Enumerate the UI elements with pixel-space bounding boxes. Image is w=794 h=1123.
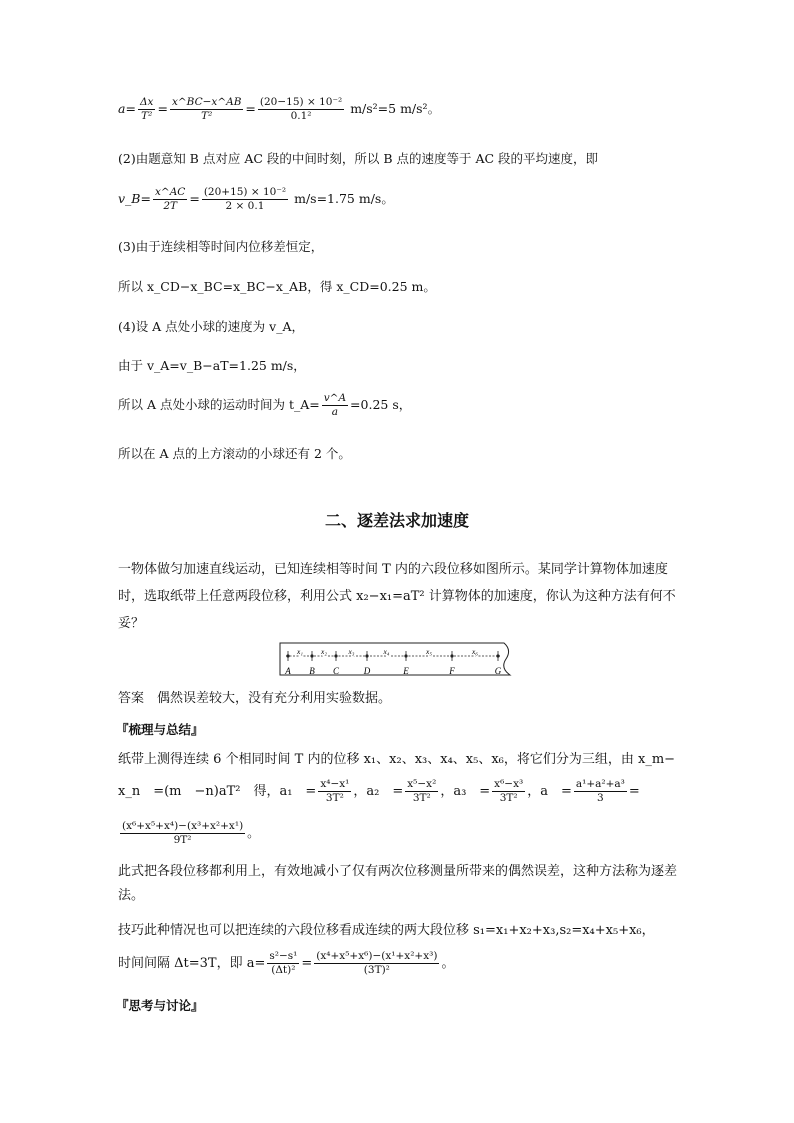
section-title: 二、逐差法求加速度 (324, 511, 469, 530)
equals: = (628, 784, 640, 799)
denominator: 2T (163, 200, 177, 212)
tape-point-label: C (332, 666, 340, 676)
numerator: Δx (139, 96, 154, 108)
denominator: T² (201, 110, 213, 122)
tape-point-label: A (285, 666, 291, 676)
summary-line-2 (118, 778, 640, 805)
fraction (153, 186, 187, 213)
fraction (405, 778, 438, 805)
solution-line-7: 由于 v_A=v_B−aT=1.25 m/s， (118, 358, 306, 373)
denominator: 2 × 0.1 (225, 200, 265, 212)
fraction (574, 778, 627, 805)
tape-segment-label: x₆ (472, 647, 478, 656)
denominator: (3T)² (363, 964, 390, 976)
numerator: x^BC−x^AB (171, 96, 242, 108)
equals: = (245, 101, 256, 116)
tape-segment-label: x₅ (426, 647, 432, 656)
equals: = (189, 191, 200, 206)
summary-paragraph-2: 此式把各段位移都利用上，有效地减小了仅有两次位移测量所带来的偶然误差，这种方法称为逐差法。 (118, 864, 678, 903)
denominator: 9T² (173, 834, 192, 846)
ticker-tape-diagram (278, 640, 514, 678)
numerator: (20−15) × 10⁻² (259, 96, 343, 108)
formula-tail: =0.25 s， (350, 397, 412, 412)
formula-text: a= (118, 101, 136, 116)
discuss-label: 『思考与讨论』 (116, 998, 204, 1013)
numerator: s²−s¹ (269, 950, 298, 962)
formula-tail: m/s=1.75 m/s。 (290, 191, 394, 206)
equals: = (157, 101, 168, 116)
tape-point-dot (286, 654, 289, 657)
formula-text: 所以 A 点处小球的运动时间为 t_A= (118, 397, 320, 412)
time-a-line (118, 392, 411, 419)
denominator: (Δt)² (271, 964, 296, 976)
denominator: 3T² (499, 792, 518, 804)
fraction (314, 950, 439, 977)
question-paragraph: 一物体做匀加速直线运动，已知连续相等时间 T 内的六段位移如图所示。某同学计算物体加速度时，选取纸带上任意两段位移，利用公式 x₂−x₁=aT² 计算物体的加速度，你认为这种方法有何不妥？ (118, 562, 676, 631)
formula-text: v_B= (118, 191, 151, 206)
tape-point-label: D (363, 666, 371, 676)
solution-line-4: (3)由于连续相等时间内位移差恒定， (118, 239, 324, 254)
summary-label: 『梳理与总结』 (116, 722, 204, 737)
denominator: 3T² (325, 792, 344, 804)
tape-point-label: F (449, 666, 455, 676)
formula-tail: 。 (441, 956, 455, 971)
formula-text: ，a₃ = (440, 784, 491, 799)
numerator: x⁴−x¹ (320, 778, 350, 790)
summary-line-p3b (118, 950, 454, 977)
tape-segment-label: x₃ (348, 647, 355, 656)
fraction (322, 392, 348, 419)
denominator: 3 (597, 792, 604, 804)
summary-line-1: 纸带上测得连续 6 个相同时间 T 内的位移 x₁、x₂、x₃、x₄、x₅、x₆，将它们分为三组，由 x_m− (118, 752, 676, 767)
numerator: (20+15) × 10⁻² (203, 186, 287, 198)
tape-point-dot (310, 654, 313, 657)
fraction (120, 820, 245, 847)
fraction (170, 96, 243, 123)
formula-text: ，a₂ = (353, 784, 404, 799)
denominator: T² (141, 110, 153, 122)
velocity-b-line (118, 186, 394, 213)
answer-line: 答案 偶然误差较大，没有充分利用实验数据。 (118, 691, 392, 706)
solution-line-5: 所以 x_CD−x_BC=x_BC−x_AB，得 x_CD=0.25 m。 (118, 279, 436, 294)
numerator: x⁵−x² (407, 778, 437, 790)
tape-point-label: B (309, 666, 315, 676)
fraction (492, 778, 525, 805)
denominator: 0.1² (290, 110, 312, 122)
denominator: a (331, 406, 339, 418)
tape-segment-label: x₂ (321, 647, 327, 656)
fraction (138, 96, 156, 123)
tape-point-dot (404, 654, 407, 657)
summary-line-p3a: 技巧此种情况也可以把连续的六段位移看成连续的两大段位移 s₁=x₁+x₂+x₃,s₂=x₄+x₅+x₆， (118, 923, 655, 938)
denominator: 3T² (412, 792, 431, 804)
tape-point-dot (496, 654, 499, 657)
numerator: a¹+a²+a³ (575, 778, 625, 790)
solution-line-2: (2)由题意知 B 点对应 AC 段的中间时刻，所以 B 点的速度等于 AC 段的平均速度，即 (118, 151, 599, 166)
accel-formula-line (118, 96, 440, 123)
summary-line-3 (118, 820, 260, 847)
numerator: x^AC (154, 186, 186, 198)
numerator: (x⁶+x⁵+x⁴)−(x³+x²+x¹) (122, 820, 244, 832)
formula-text: ，a = (527, 784, 572, 799)
tape-segment-label: x₄ (383, 647, 390, 656)
solution-line-9: 所以在 A 点的上方滚动的小球还有 2 个。 (118, 446, 351, 461)
fraction (202, 186, 288, 213)
tape-point-dot (450, 654, 453, 657)
formula-text: x_n =(m −n)aT² 得，a₁ = (118, 784, 317, 799)
tape-point-label: G (494, 666, 502, 676)
tape-point-label: E (403, 666, 409, 676)
equals: = (301, 956, 313, 971)
numerator: x⁶−x³ (494, 778, 524, 790)
numerator: v^A (323, 392, 347, 404)
tape-point-dot (365, 654, 368, 657)
solution-line-6: (4)设 A 点处小球的速度为 v_A， (118, 319, 304, 334)
tape-segment-label: x₁ (297, 647, 303, 656)
fraction (258, 96, 344, 123)
numerator: (x⁴+x⁵+x⁶)−(x¹+x²+x³) (316, 950, 438, 962)
fraction (318, 778, 351, 805)
fraction (267, 950, 299, 977)
formula-tail: 。 (247, 825, 260, 840)
tape-point-dot (334, 654, 337, 657)
formula-text: 时间间隔 Δt=3T，即 a= (118, 956, 266, 971)
formula-tail: m/s²=5 m/s²。 (346, 101, 441, 116)
